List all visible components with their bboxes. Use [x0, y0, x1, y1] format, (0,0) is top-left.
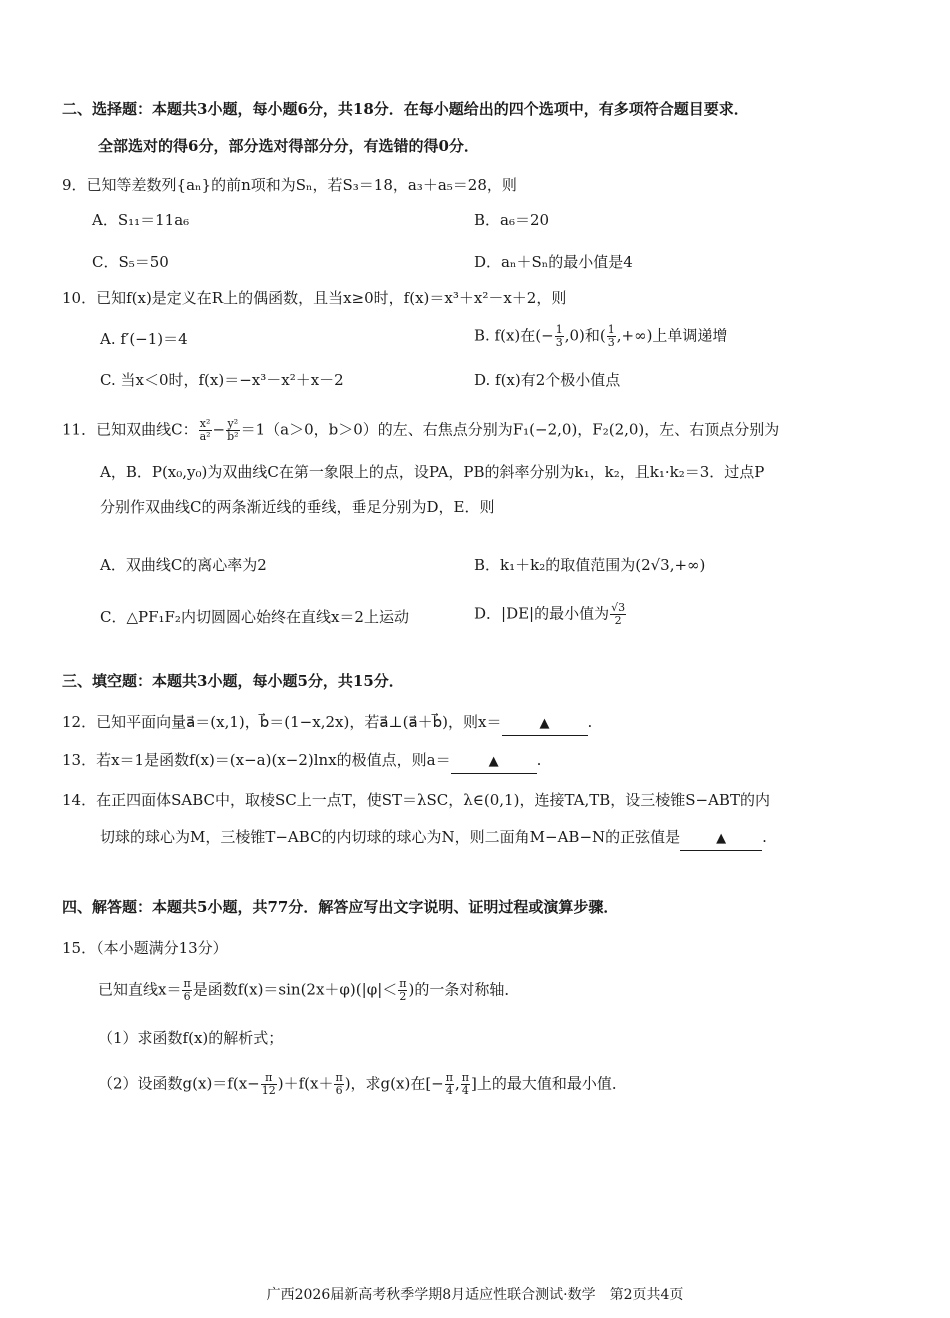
q10-option-c: C. 当x＜0时，f(x)＝−x³－x²＋x－2 — [100, 371, 344, 389]
q15-part1: （1）求函数f(x)的解析式； — [98, 1029, 284, 1047]
q12-answer-blank[interactable]: ▲ — [502, 713, 588, 736]
section2-header: 二、选择题：本题共3小题，每小题6分，共18分．在每小题给出的四个选项中，有多项符合题目要求． — [62, 100, 749, 118]
q10-option-d: D. f(x)有2个极小值点 — [474, 371, 621, 389]
q15-part2: （2）设函数g(x)＝f(x− $\frac{\pi}{12}$ )＋f(x＋ $\frac{\pi}{6}$ )，求g(x)在[− $\frac{\pi}{4}$ , $\frac{\pi}{4}$ ]上的最大值和最小值． — [98, 1071, 627, 1097]
q9-option-b: B．a₆＝20 — [474, 211, 550, 229]
q9-stem: 9．已知等差数列{aₙ}的前n项和为Sₙ，若S₃＝18，a₃＋a₅＝28，则 — [62, 176, 517, 194]
q14-line1: 14．在正四面体SABC中，取棱SC上一点T，使ST＝λSC，λ∈(0,1)，连接TA,TB，设三棱锥S−ABT的内 — [62, 791, 770, 809]
q9-option-d: D．aₙ＋Sₙ的最小值是4 — [474, 253, 633, 271]
page-footer: 广西2026届新高考秋季学期8月适应性联合测试·数学 第2页共4页 — [266, 1287, 684, 1303]
q11-stem: 11．已知双曲线C： $\frac{\text{x²}}{\text{a²}}$ − $\frac{\text{y²}}{\text{b²}}$ ＝1（a＞0，b＞0）的左、右焦点分别为F₁(−2,0)，F₂(2,0)，左、右顶点分别为 — [62, 417, 780, 443]
q11-line2: A，B．P(x₀,y₀)为双曲线C在第一象限上的点，设PA，PB的斜率分别为k₁，k₂，且k₁·k₂＝3．过点P — [100, 463, 765, 481]
q11-option-c: C．△PF₁F₂内切圆圆心始终在直线x＝2上运动 — [100, 608, 409, 626]
q9-option-a: A．S₁₁＝11a₆ — [92, 211, 190, 229]
section2-scoring: 全部选对的得6分，部分选对得部分分，有选错的得0分． — [98, 137, 479, 155]
q9-option-c: C．S₅＝50 — [92, 253, 169, 271]
q12: 12．已知平面向量a⃗＝(x,1)，b⃗＝(1−x,2x)，若a⃗⊥(a⃗＋b⃗)，则x＝ ▲ . — [62, 711, 592, 736]
q11-option-d: D．|DE|的最小值为 $\frac{√3}{2}$ — [474, 601, 626, 627]
q15-stem: 已知直线x＝ $\frac{\pi}{6}$ 是函数f(x)＝sin(2x＋φ)(|φ|＜ $\frac{\pi}{2}$ )的一条对称轴． — [98, 977, 520, 1003]
q10-option-b: B. f(x)在(− $\frac{1}{3}$ ,0)和( $\frac{1}{3}$ ,+∞)上单调递增 — [474, 323, 728, 349]
q10-stem: 10．已知f(x)是定义在R上的偶函数，且当x≥0时，f(x)＝x³＋x²－x＋2，则 — [62, 289, 567, 307]
q11-line3: 分别作双曲线C的两条渐近线的垂线，垂足分别为D，E．则 — [100, 498, 495, 516]
section4-header: 四、解答题：本题共5小题，共77分．解答应写出文字说明、证明过程或演算步骤． — [62, 898, 619, 916]
q13-answer-blank[interactable]: ▲ — [451, 751, 537, 774]
q14-line2: 切球的球心为M，三棱锥T−ABC的内切球的球心为N，则二面角M−AB−N的正弦值是 ▲ . — [100, 826, 767, 851]
section3-header: 三、填空题：本题共3小题，每小题5分，共15分． — [62, 672, 404, 690]
q10-option-a: A. f′(−1)＝4 — [100, 330, 188, 348]
q14-answer-blank[interactable]: ▲ — [680, 828, 762, 851]
q13: 13．若x＝1是函数f(x)＝(x−a)(x−2)lnx的极值点，则a＝ ▲ . — [62, 749, 541, 774]
q15-title: 15．（本小题满分13分） — [62, 939, 228, 957]
q11-option-a: A．双曲线C的离心率为2 — [100, 556, 267, 574]
q11-option-b: B．k₁＋k₂的取值范围为(2√3,+∞) — [474, 556, 706, 574]
